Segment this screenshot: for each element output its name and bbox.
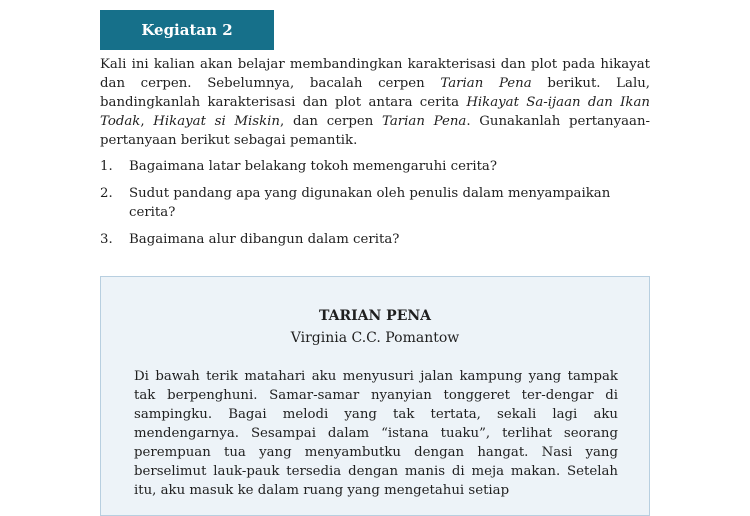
intro-title-tarian-pena: Tarian Pena — [440, 76, 532, 91]
intro-text-1: Kali ini kalian akan belajar membandingkan karakterisasi dan plot pada hikayat dan cerpen. Sebelumnya, bacalah cerpen — [100, 57, 650, 91]
story-author: Virginia C.C. Pomantow — [290, 330, 460, 346]
question-number: 2. — [100, 186, 113, 201]
question-text: Bagaimana alur dibangun dalam cerita? — [129, 232, 400, 247]
intro-title-hikayat-miskin: Hikayat si Miskin — [153, 114, 281, 129]
story-title: TARIAN PENA — [318, 308, 432, 324]
intro-text-4: , dan cerpen — [280, 114, 383, 129]
intro-title-hikayat-saijaan: Hikayat Sa-ijaan dan Ikan Todak — [100, 95, 650, 129]
intro-text-5: . Gunakanlah pertanyaan-pertanyaan berikut sebagai pemantik. — [100, 114, 650, 148]
question-text: Sudut pandang apa yang digunakan oleh penulis dalam menyampaikan cerita? — [129, 186, 611, 220]
story-body: Di bawah terik matahari aku menyusuri jalan kampung yang tampak tak berpenghuni. Samar-samar nyanyian tonggeret ter-dengar di sampingku. Bagai melodi yang tak tertata, sekali lagi aku mendengarnya. Sesampai dalam “istana tuaku”, terlihat seorang perempuan tua yang menyambutku dengan hangat. Nasi yang berselimut lauk-pauk tersedia dengan manis di meja makan. Setelah itu, aku masuk ke dalam ruang yang mengetahui setiap — [134, 369, 618, 498]
question-number: 1. — [100, 159, 113, 174]
question-item — [100, 184, 650, 222]
story-box — [100, 276, 650, 516]
question-list — [100, 157, 650, 257]
intro-text-3: , — [140, 114, 154, 129]
intro-paragraph — [100, 55, 650, 150]
activity-badge — [100, 10, 274, 50]
question-number: 3. — [100, 232, 113, 247]
question-item — [100, 157, 650, 176]
question-text: Bagaimana latar belakang tokoh memengaruhi cerita? — [129, 159, 497, 174]
question-item — [100, 230, 650, 249]
intro-title-tarian-pena-2: Tarian Pena — [382, 114, 467, 129]
intro-text-2: berikut. Lalu, bandingkanlah karakterisasi dan plot antara cerita — [100, 76, 650, 110]
activity-badge-label: Kegiatan 2 — [141, 21, 233, 39]
